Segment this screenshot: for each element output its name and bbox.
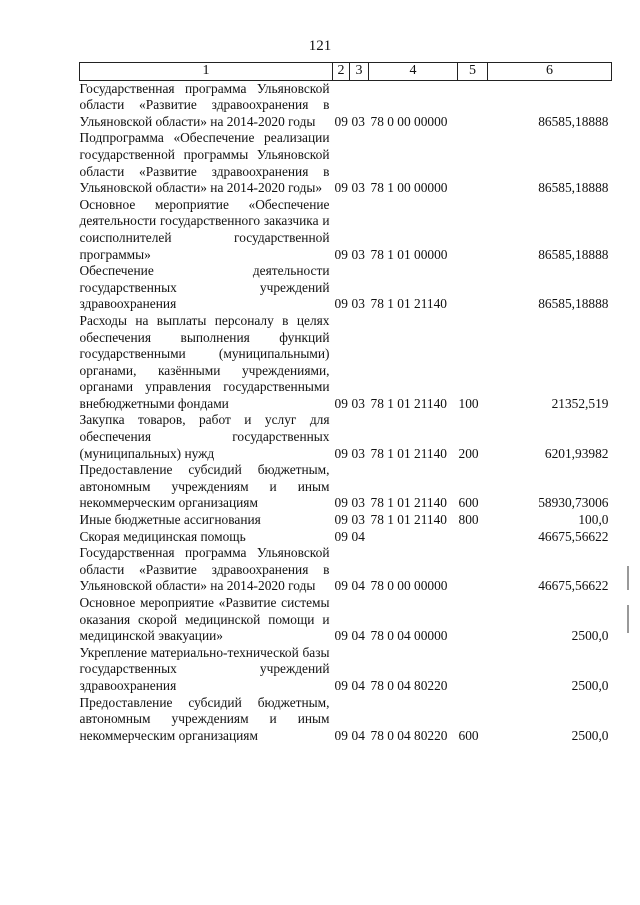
- row-target-article: 78 0 04 00000: [370, 628, 448, 644]
- row-subsection-code: 04: [351, 578, 365, 594]
- row-target-article: [369, 529, 458, 546]
- row-section-code: 09: [334, 246, 348, 262]
- table-row: [80, 695, 612, 745]
- row-section-code: 09: [334, 395, 348, 411]
- row-target-article: 78 1 01 00000: [370, 246, 448, 262]
- row-expense-type: [458, 595, 488, 645]
- row-section-code: 09: [334, 296, 348, 312]
- row-subsection-code: 03: [351, 495, 365, 511]
- header-col-3: 3: [350, 63, 369, 81]
- row-target-article: 78 1 01 21140: [370, 296, 447, 312]
- row-subsection-code: 04: [351, 628, 365, 644]
- row-name: Обеспечение деятельности государственных учреждений здравоохранения: [79, 263, 330, 312]
- row-name: Государственная программа Ульяновской области «Развитие здравоохранения в Ульяновской области» на 2014-2020 годы: [79, 545, 330, 594]
- row-amount: 86585,18888: [538, 246, 609, 262]
- row-subsection-code: 03: [351, 296, 365, 312]
- row-expense-type: [458, 645, 488, 695]
- row-expense-type: 600: [458, 727, 479, 743]
- row-name: Предоставление субсидий бюджетным, автономным учреждениям и иным некоммерческим организациям: [79, 462, 330, 511]
- row-subsection-code: 03: [351, 246, 365, 262]
- row-amount: 2500,0: [571, 628, 609, 644]
- table-row: [80, 313, 612, 413]
- header-col-2: 2: [333, 63, 350, 81]
- scan-mark: [627, 566, 629, 590]
- row-expense-type: [458, 80, 488, 130]
- row-amount: 100,0: [578, 512, 609, 528]
- row-amount: 2500,0: [571, 677, 609, 693]
- table-row: [80, 545, 612, 595]
- scan-mark: [627, 605, 629, 633]
- table-row: [80, 263, 612, 313]
- row-target-article: 78 0 00 00000: [370, 113, 448, 129]
- row-target-article: 78 0 04 80220: [370, 677, 448, 693]
- header-col-5: 5: [458, 63, 488, 81]
- row-name: Предоставление субсидий бюджетным, автономным учреждениям и иным некоммерческим организациям: [79, 694, 330, 743]
- row-target-article: 78 1 00 00000: [370, 180, 448, 196]
- row-subsection-code: 03: [351, 512, 365, 528]
- row-subsection-code: 03: [351, 113, 365, 129]
- budget-table: [79, 62, 612, 744]
- table-row: [80, 130, 612, 196]
- row-expense-type: 200: [458, 445, 479, 461]
- row-target-article: 78 1 01 21140: [370, 495, 447, 511]
- row-subsection-code: 04: [351, 727, 365, 743]
- row-name: Государственная программа Ульяновской области «Развитие здравоохранения в Ульяновской области» на 2014-2020 годы: [79, 80, 330, 129]
- row-expense-type: [458, 263, 488, 313]
- row-amount: 21352,519: [551, 395, 609, 411]
- row-subsection-code: 04: [351, 677, 365, 693]
- table-row: [80, 645, 612, 695]
- row-name: Подпрограмма «Обеспечение реализации государственной программы Ульяновской области «Развитие здравоохранения в Ульяновской области» на 2014-2020 годы»: [79, 130, 330, 196]
- table-body: [80, 80, 612, 744]
- table-row: [80, 529, 612, 546]
- row-amount: 46675,56622: [538, 528, 609, 544]
- page-number: 121: [308, 38, 332, 54]
- row-section-code: 09: [334, 628, 348, 644]
- row-amount: 58930,73006: [538, 495, 609, 511]
- table-row: [80, 462, 612, 512]
- table-header-row: [80, 63, 612, 81]
- row-amount: 86585,18888: [538, 180, 609, 196]
- row-section-code: 09: [334, 528, 348, 544]
- row-section-code: 09: [334, 677, 348, 693]
- row-name: Скорая медицинская помощь: [79, 528, 246, 544]
- row-amount: 86585,18888: [538, 296, 609, 312]
- row-expense-type: 800: [458, 512, 479, 528]
- row-expense-type: [458, 197, 488, 263]
- header-col-6: 6: [488, 63, 612, 81]
- row-subsection-code: 03: [351, 445, 365, 461]
- row-name: Расходы на выплаты персоналу в целях обеспечения выполнения функций государственными (муниципальными) органами, казёнными учреждениями, органами управления государственными внебюджетными фондами: [79, 312, 330, 411]
- row-subsection-code: 03: [351, 395, 365, 411]
- header-col-4: 4: [369, 63, 458, 81]
- row-section-code: 09: [334, 445, 348, 461]
- row-section-code: 09: [334, 113, 348, 129]
- row-subsection-code: 04: [351, 528, 365, 544]
- table-row: [80, 412, 612, 462]
- header-col-1: 1: [80, 63, 333, 81]
- row-section-code: 09: [334, 512, 348, 528]
- row-target-article: 78 0 04 80220: [370, 727, 448, 743]
- row-name: Основное мероприятие «Развитие системы оказания скорой медицинской помощи и медицинской эвакуации»: [79, 595, 330, 644]
- row-section-code: 09: [334, 578, 348, 594]
- row-subsection-code: 03: [351, 180, 365, 196]
- table-row: [80, 512, 612, 529]
- row-target-article: 78 1 01 21140: [370, 445, 447, 461]
- row-name: Основное мероприятие «Обеспечение деятельности государственного заказчика и соисполнителей государственной программы»: [79, 196, 330, 262]
- table-row: [80, 197, 612, 263]
- row-target-article: 78 1 01 21140: [370, 512, 447, 528]
- row-amount: 2500,0: [571, 727, 609, 743]
- table-row: [80, 595, 612, 645]
- row-amount: 46675,56622: [538, 578, 609, 594]
- row-expense-type: 600: [458, 495, 479, 511]
- row-target-article: 78 0 00 00000: [370, 578, 448, 594]
- row-expense-type: [458, 130, 488, 196]
- row-amount: 6201,93982: [544, 445, 609, 461]
- row-section-code: 09: [334, 495, 348, 511]
- row-name: Укрепление материально-технической базы государственных учреждений здравоохранения: [79, 644, 330, 693]
- row-expense-type: [458, 529, 488, 546]
- row-target-article: 78 1 01 21140: [370, 395, 447, 411]
- row-name: Иные бюджетные ассигнования: [79, 512, 261, 528]
- row-expense-type: [458, 545, 488, 595]
- row-name: Закупка товаров, работ и услуг для обеспечения государственных (муниципальных) нужд: [79, 412, 330, 461]
- row-amount: 86585,18888: [538, 113, 609, 129]
- row-section-code: 09: [334, 727, 348, 743]
- table-row: [80, 80, 612, 130]
- row-section-code: 09: [334, 180, 348, 196]
- row-expense-type: 100: [458, 395, 479, 411]
